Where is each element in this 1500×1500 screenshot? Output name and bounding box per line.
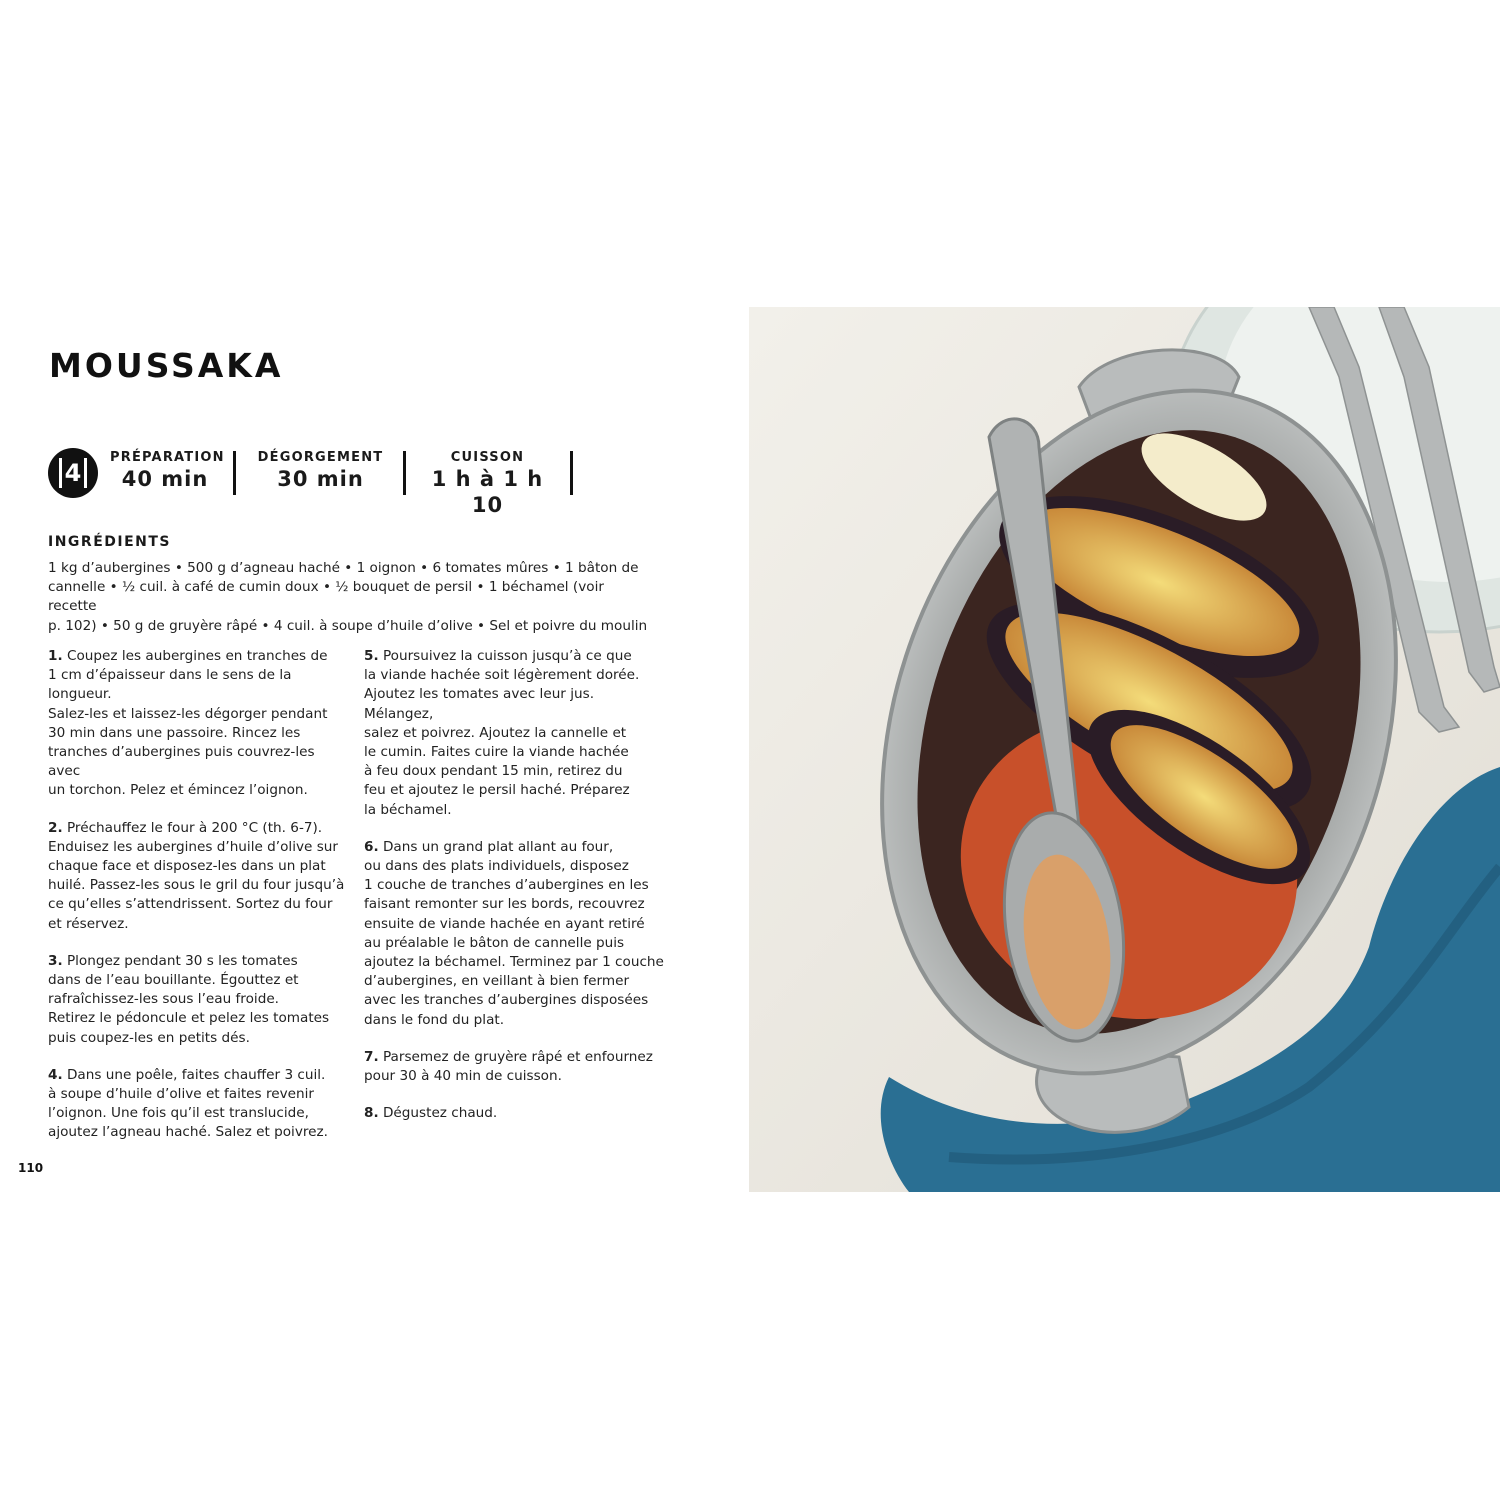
- step-text-line: Préchauffez le four à 200 °C (th. 6-7).: [66, 819, 323, 836]
- step-number: 2.: [48, 819, 63, 836]
- step-text-line: rafraîchissez-les sous l’eau froide.: [48, 991, 280, 1008]
- recipe-step: [364, 838, 664, 1030]
- step-text-line: dans de l’eau bouillante. Égouttez et: [48, 972, 299, 989]
- recipe-step: [48, 952, 348, 1048]
- step-text-line: Salez-les et laissez-les dégorger pendant: [48, 705, 328, 722]
- divider: [570, 451, 573, 495]
- step-number: 8.: [364, 1105, 379, 1122]
- time-value: 30 min: [277, 467, 364, 491]
- step-text-line: Dans une poêle, faites chauffer 3 cuil.: [66, 1066, 326, 1083]
- step-number: 1.: [48, 648, 63, 664]
- step-text-line: Retirez le pédoncule et pelez les tomates: [48, 1010, 330, 1027]
- ingredients-line: 1 kg d’aubergines • 500 g d’agneau haché • 1 oignon • 6 tomates mûres • 1 bâton de: [48, 560, 639, 576]
- time-label: DÉGORGEMENT: [257, 450, 384, 465]
- step-number: 6.: [364, 838, 379, 855]
- step-text-line: 1 couche de tranches d’aubergines en les: [364, 877, 649, 894]
- step-text-line: ensuite de viande hachée en ayant retiré: [364, 915, 645, 932]
- recipe-step: [364, 1104, 664, 1123]
- step-text-line: un torchon. Pelez et émincez l’oignon.: [48, 782, 308, 799]
- step-text-line: à soupe d’huile d’olive et faites revenir: [48, 1086, 314, 1103]
- step-text-line: Enduisez les aubergines d’huile d’olive sur: [48, 838, 339, 855]
- servings-badge: [48, 448, 98, 498]
- step-text-line: huilé. Passez-les sous le gril du four jusqu’à: [48, 877, 345, 894]
- step-text-line: Plongez pendant 30 s les tomates: [66, 952, 298, 969]
- time-label: PRÉPARATION: [110, 450, 225, 465]
- recipe-step: [364, 647, 664, 820]
- step-number: 3.: [48, 952, 63, 969]
- ingredients-line: cannelle • ½ cuil. à café de cumin doux • ½ bouquet de persil • 1 béchamel (voir recette: [48, 579, 604, 615]
- step-text-line: au préalable le bâton de cannelle puis: [364, 934, 625, 951]
- ingredients-heading: INGRÉDIENTS: [48, 534, 172, 550]
- step-number: 4.: [48, 1066, 63, 1083]
- step-text-line: 1 cm d’épaisseur dans le sens de la longueur.: [48, 667, 292, 703]
- steps-column-right: [364, 647, 664, 1141]
- step-text-line: Dégustez chaud.: [382, 1105, 498, 1122]
- steps-column-left: [48, 647, 348, 1161]
- step-number: 5.: [364, 648, 379, 664]
- time-cuisson: [420, 450, 555, 518]
- time-value: 40 min: [121, 467, 209, 491]
- divider: [233, 451, 236, 495]
- step-text-line: et réservez.: [48, 915, 129, 932]
- step-text-line: dans le fond du plat.: [364, 1011, 505, 1028]
- step-text-line: ajoutez la béchamel. Terminez par 1 couche: [364, 954, 664, 971]
- step-text-line: Poursuivez la cuisson jusqu’à ce que: [382, 648, 632, 664]
- moussaka-photo: [749, 307, 1500, 1192]
- utensil-icon: [59, 458, 62, 488]
- step-text-line: d’aubergines, en veillant à bien fermer: [364, 973, 630, 990]
- recipe-step: [48, 647, 348, 801]
- step-text-line: la béchamel.: [364, 801, 452, 818]
- step-text-line: faisant remonter sur les bords, recouvrez: [364, 896, 645, 913]
- ingredients-list: [48, 559, 648, 636]
- utensil-icon: [84, 458, 87, 488]
- step-text-line: la viande hachée soit légèrement dorée.: [364, 667, 640, 684]
- step-text-line: tranches d’aubergines puis couvrez-les avec: [48, 744, 315, 780]
- step-text-line: ou dans des plats individuels, disposez: [364, 858, 629, 875]
- step-text-line: Dans un grand plat allant au four,: [382, 838, 614, 855]
- ingredients-line: p. 102) • 50 g de gruyère râpé • 4 cuil. à soupe d’huile d’olive • Sel et poivre du moulin: [48, 617, 648, 634]
- page-number: 110: [18, 1161, 44, 1175]
- recipe-step: [48, 1066, 348, 1143]
- step-text-line: avec les tranches d’aubergines disposées: [364, 992, 649, 1009]
- step-text-line: puis coupez-les en petits dés.: [48, 1029, 250, 1046]
- step-text-line: 30 min dans une passoire. Rincez les: [48, 724, 301, 741]
- step-number: 7.: [364, 1048, 379, 1065]
- time-degorgement: [253, 450, 388, 492]
- divider: [403, 451, 406, 495]
- time-info-bar: [48, 446, 608, 517]
- step-text-line: ce qu’elles s’attendrissent. Sortez du four: [48, 896, 333, 913]
- time-value: 1 h à 1 h 10: [431, 467, 544, 517]
- recipe-title: MOUSSAKA: [49, 346, 284, 385]
- time-preparation: [110, 450, 225, 492]
- step-text-line: pour 30 à 40 min de cuisson.: [364, 1068, 562, 1085]
- step-text-line: le cumin. Faites cuire la viande hachée: [364, 744, 629, 761]
- recipe-step: [48, 819, 348, 934]
- recipe-step: [364, 1048, 664, 1086]
- servings-count: 4: [64, 459, 82, 487]
- step-text-line: Coupez les aubergines en tranches de: [66, 648, 328, 664]
- step-text-line: Ajoutez les tomates avec leur jus. Mélangez,: [364, 686, 595, 722]
- step-text-line: salez et poivrez. Ajoutez la cannelle et: [364, 724, 627, 741]
- step-text-line: Parsemez de gruyère râpé et enfournez: [382, 1048, 653, 1065]
- step-text-line: l’oignon. Une fois qu’il est translucide,: [48, 1105, 309, 1122]
- step-text-line: ajoutez l’agneau haché. Salez et poivrez.: [48, 1124, 328, 1141]
- step-text-line: à feu doux pendant 15 min, retirez du: [364, 763, 623, 780]
- time-label: CUISSON: [450, 450, 525, 465]
- step-text-line: feu et ajoutez le persil haché. Préparez: [364, 782, 630, 799]
- step-text-line: chaque face et disposez-les dans un plat: [48, 858, 326, 875]
